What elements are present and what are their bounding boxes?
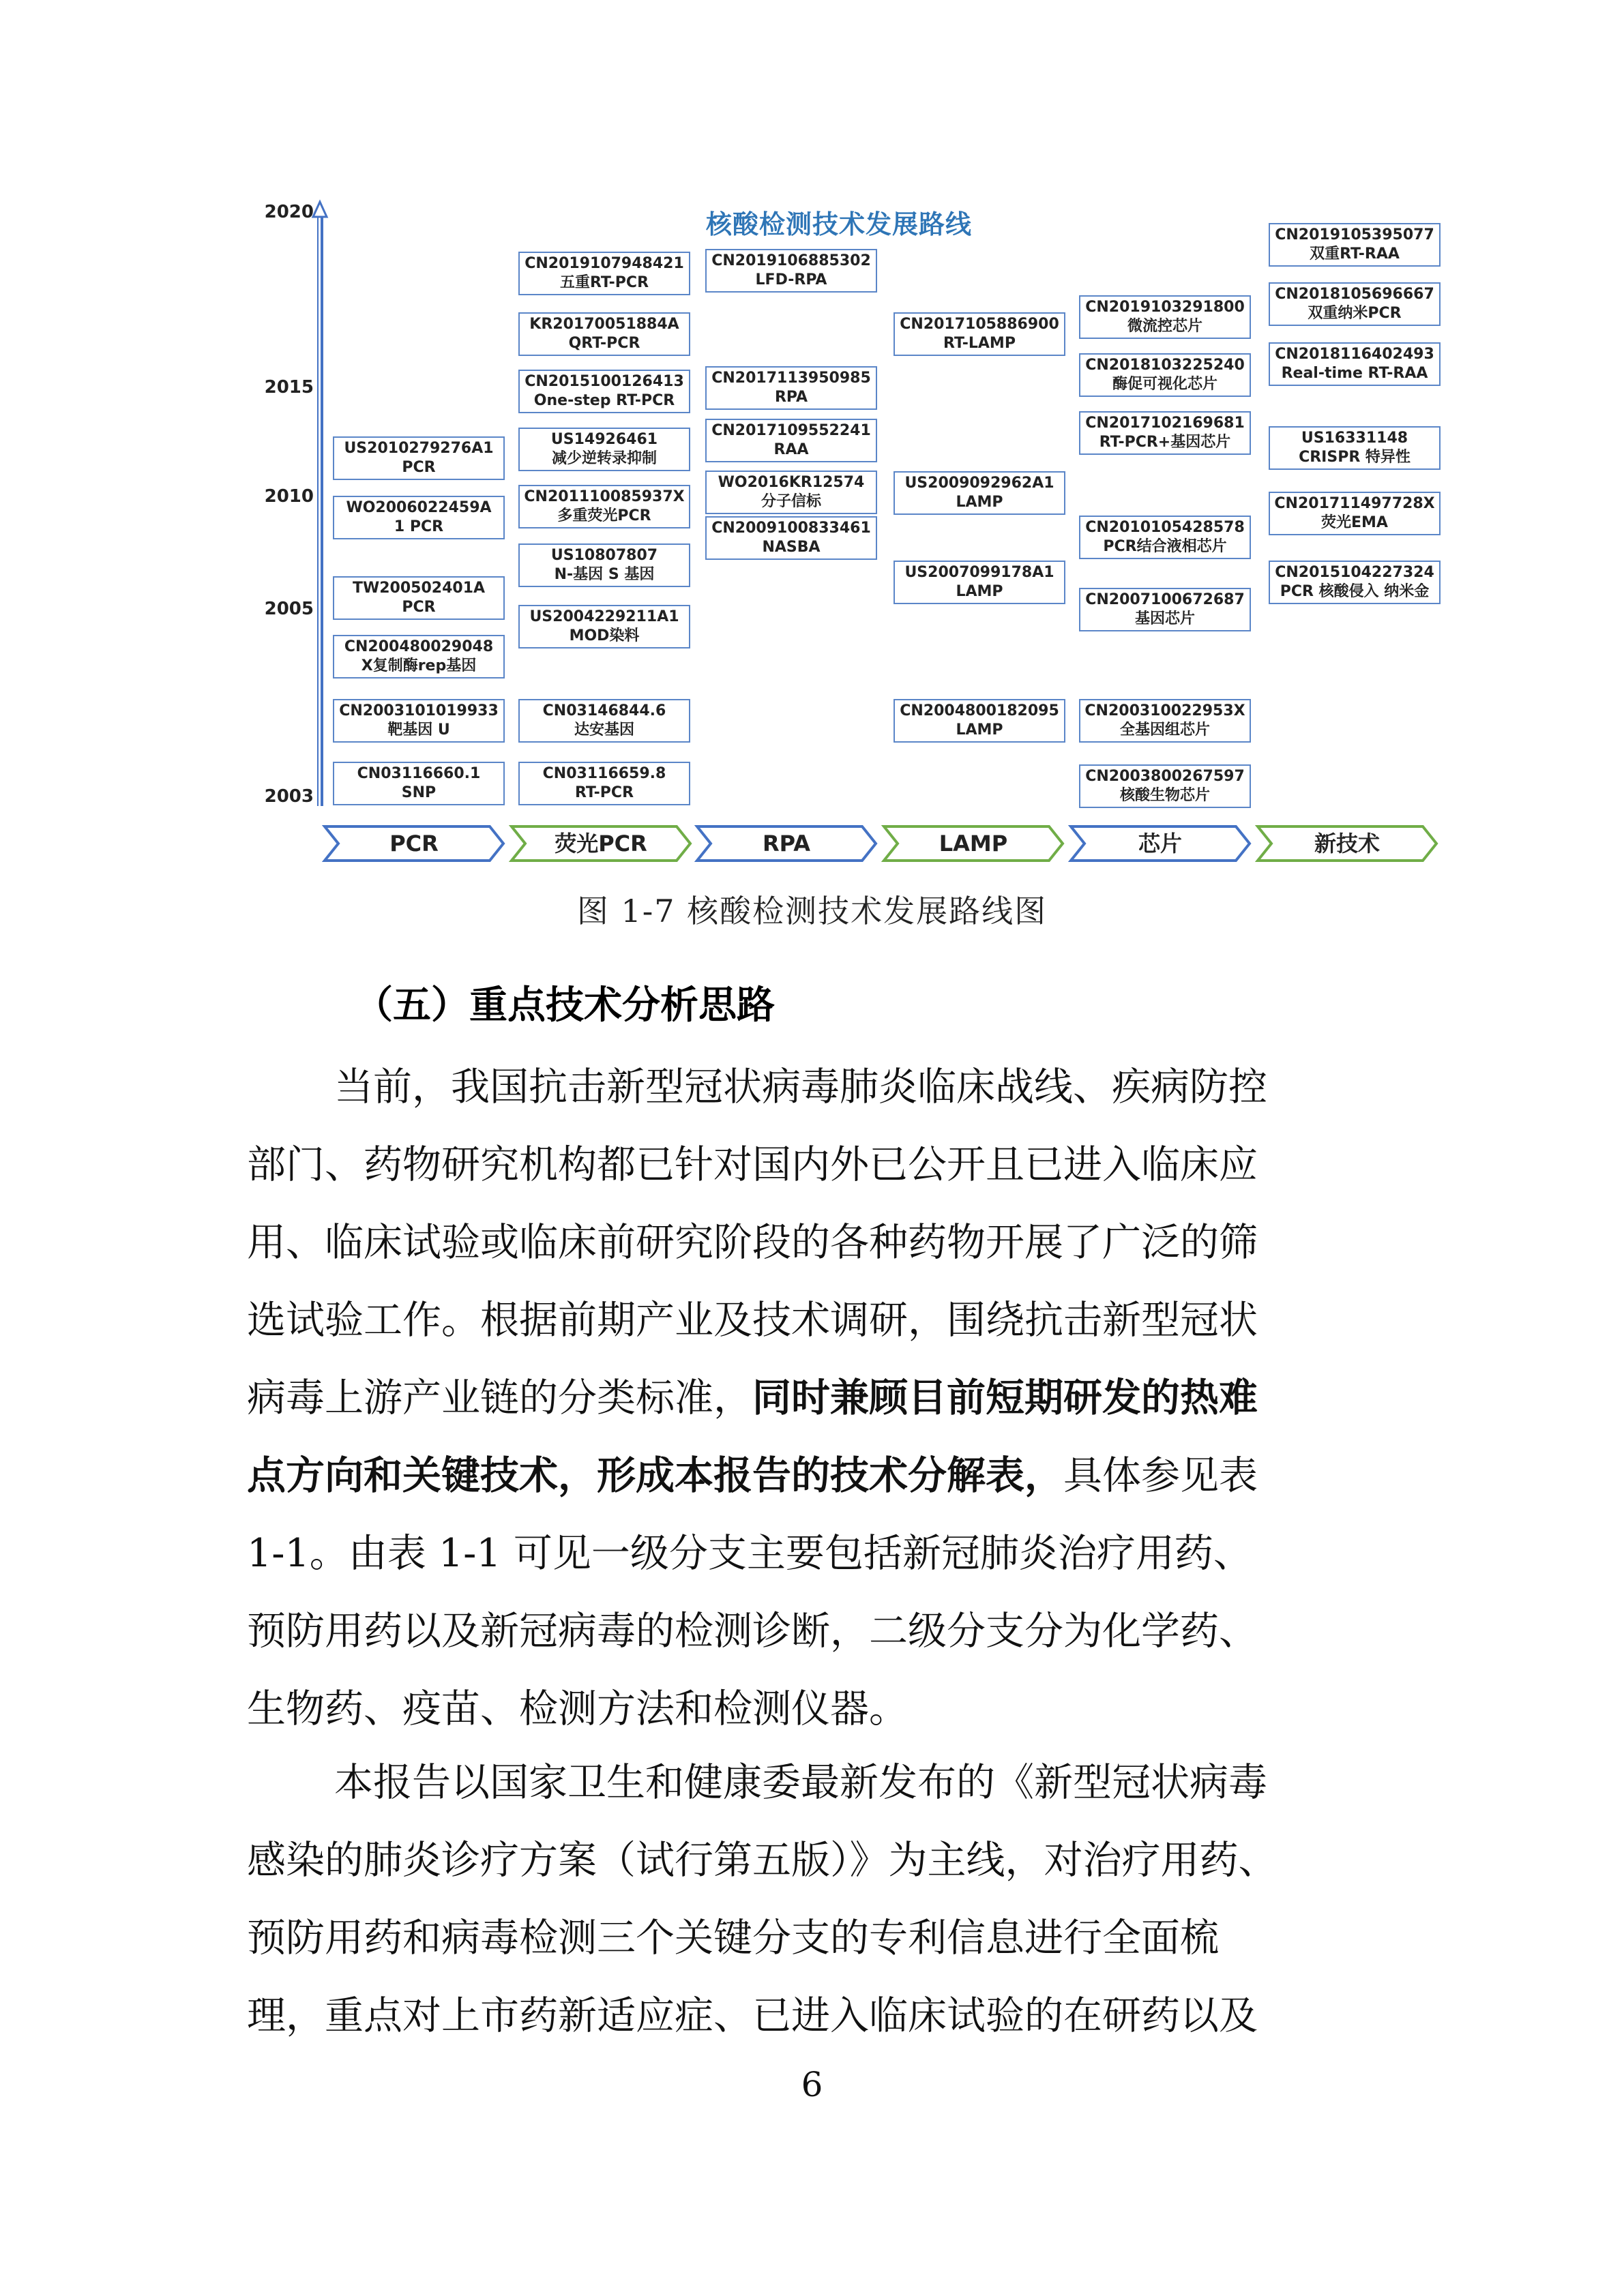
patent-number: CN2017113950985 bbox=[711, 370, 871, 387]
page-number: 6 bbox=[801, 2065, 823, 2104]
patent-technology: 双重纳米PCR bbox=[1308, 305, 1402, 322]
patent-box bbox=[518, 252, 690, 295]
paragraph-line bbox=[334, 1056, 1267, 1112]
paragraph-line bbox=[247, 1133, 1258, 1189]
patent-box bbox=[333, 762, 505, 805]
patent-technology: PCR结合液相芯片 bbox=[1103, 538, 1227, 555]
patent-technology: 减少逆转录抑制 bbox=[551, 450, 657, 467]
year-2003: 2003 bbox=[264, 786, 314, 807]
patent-number: CN2017109552241 bbox=[711, 422, 871, 439]
patent-number: US2007099178A1 bbox=[904, 564, 1054, 581]
category-label: LAMP bbox=[939, 831, 1008, 856]
patent-technology: SNP bbox=[401, 784, 437, 801]
patent-technology: 靶基因 U bbox=[387, 721, 450, 739]
patent-technology: RPA bbox=[774, 389, 808, 406]
patent-box bbox=[1269, 223, 1441, 267]
patent-number: CN2017102169681 bbox=[1085, 415, 1245, 432]
paragraph-line bbox=[247, 1829, 1278, 1885]
patent-technology: 微流控芯片 bbox=[1127, 318, 1202, 335]
patent-number: CN2018103225240 bbox=[1085, 357, 1245, 374]
text-run: 预防用药和病毒检测三个关键分支的专利信息进行全面梳 bbox=[247, 1915, 1219, 1960]
patent-number: CN2004800182095 bbox=[900, 702, 1059, 719]
patent-number: CN2019106885302 bbox=[711, 252, 871, 269]
patent-number: CN201711497728X bbox=[1274, 495, 1435, 512]
patent-number: US2010279276A1 bbox=[344, 440, 494, 457]
patent-technology: PCR 核酸侵入 纳米金 bbox=[1280, 583, 1430, 600]
patent-technology: PCR bbox=[402, 459, 436, 476]
patent-number: US2004229211A1 bbox=[529, 608, 679, 625]
year-2015: 2015 bbox=[264, 377, 314, 398]
patent-technology: 五重RT-PCR bbox=[559, 274, 649, 291]
patent-box bbox=[1079, 699, 1251, 743]
bold-text: 同时兼顾目前短期研发的热难 bbox=[752, 1375, 1258, 1420]
year-2020: 2020 bbox=[264, 202, 314, 222]
patent-technology: N-基因 S 基因 bbox=[554, 566, 655, 583]
category-label: RPA bbox=[763, 831, 810, 856]
patent-box bbox=[518, 762, 690, 805]
patent-number: CN03146844.6 bbox=[542, 702, 666, 719]
patent-technology: NASBA bbox=[762, 539, 821, 556]
patent-number: CN03116660.1 bbox=[357, 765, 481, 782]
category-label: 芯片 bbox=[1138, 831, 1182, 856]
patent-number: WO2006022459A bbox=[346, 499, 492, 516]
patent-box bbox=[518, 312, 690, 356]
patent-technology: PCR bbox=[402, 599, 436, 616]
patent-technology: 多重荧光PCR bbox=[557, 507, 651, 524]
patent-box bbox=[1269, 492, 1441, 535]
patent-technology: 荧光EMA bbox=[1321, 514, 1388, 531]
patent-box bbox=[705, 516, 877, 560]
patent-number: US2009092962A1 bbox=[904, 475, 1054, 492]
patent-box bbox=[1079, 411, 1251, 455]
patent-box bbox=[1269, 342, 1441, 386]
year-2005: 2005 bbox=[264, 599, 314, 619]
text-run: 用、临床试验或临床前研究阶段的各种药物开展了广泛的筛 bbox=[247, 1220, 1258, 1265]
patent-technology: RT-LAMP bbox=[943, 335, 1016, 352]
patent-number: CN2003101019933 bbox=[339, 702, 499, 719]
paragraph-line bbox=[334, 1751, 1267, 1807]
patent-box bbox=[705, 471, 877, 514]
text-run: 预防用药以及新冠病毒的检测诊断，二级分支分为化学药、 bbox=[247, 1609, 1258, 1654]
patent-box bbox=[1079, 353, 1251, 397]
patent-box bbox=[333, 699, 505, 743]
text-run: 本报告以国家卫生和健康委最新发布的《新型冠状病毒 bbox=[334, 1760, 1267, 1805]
category-label: 荧光PCR bbox=[555, 831, 647, 856]
paragraph-line bbox=[247, 1444, 1258, 1500]
patent-technology: LAMP bbox=[956, 721, 1003, 739]
patent-box bbox=[1079, 764, 1251, 808]
patent-box bbox=[705, 249, 877, 293]
patent-number: WO2016KR12574 bbox=[718, 474, 865, 491]
text-run: 生物药、疫苗、检测方法和检测仪器。 bbox=[247, 1686, 908, 1731]
text-run: 病毒上游产业链的分类标准， bbox=[247, 1375, 752, 1420]
patent-box bbox=[1269, 282, 1441, 326]
patent-technology: RT-PCR bbox=[574, 784, 634, 801]
patent-number: CN2019105395077 bbox=[1275, 226, 1434, 243]
patent-technology: LAMP bbox=[956, 494, 1003, 511]
year-2010: 2010 bbox=[264, 486, 314, 507]
patent-number: CN2007100672687 bbox=[1085, 591, 1245, 608]
paragraph-line bbox=[247, 1367, 1258, 1422]
patent-technology: LFD-RPA bbox=[755, 271, 827, 288]
bold-text: 点方向和关键技术，形成本报告的技术分解表， bbox=[247, 1452, 1063, 1498]
text-run: 感染的肺炎诊疗方案（试行第五版）》为主线，对治疗用药、 bbox=[247, 1838, 1278, 1883]
patent-box bbox=[1079, 516, 1251, 559]
patent-technology: 核酸生物芯片 bbox=[1119, 787, 1210, 804]
patent-technology: 双重RT-RAA bbox=[1310, 245, 1400, 263]
patent-technology: 酶促可视化芯片 bbox=[1112, 376, 1217, 393]
patent-number: CN2018116402493 bbox=[1275, 346, 1434, 363]
patent-technology: 分子信标 bbox=[761, 493, 821, 510]
paragraph-line bbox=[247, 1289, 1258, 1345]
patent-number: CN2019103291800 bbox=[1085, 299, 1245, 316]
text-run: 选试验工作。根据前期产业及技术调研，围绕抗击新型冠状 bbox=[247, 1298, 1258, 1343]
patent-box bbox=[518, 543, 690, 587]
text-run: 理，重点对上市药新适应症、已进入临床试验的在研药以及 bbox=[247, 1993, 1258, 2038]
patent-number: CN2015104227324 bbox=[1275, 564, 1434, 581]
patent-number: TW200502401A bbox=[352, 580, 486, 597]
patent-box bbox=[518, 370, 690, 413]
patent-number: CN03116659.8 bbox=[542, 765, 666, 782]
patent-technology: RAA bbox=[773, 441, 809, 458]
paragraph-line bbox=[247, 1678, 908, 1733]
patent-number: CN2018105696667 bbox=[1275, 286, 1434, 303]
patent-number: CN2003800267597 bbox=[1085, 768, 1245, 785]
patent-technology: RT-PCR+基因芯片 bbox=[1099, 434, 1231, 451]
text-run: 具体参见表 bbox=[1063, 1453, 1258, 1498]
figure-caption: 图 1-7 核酸检测技术发展路线图 bbox=[576, 893, 1048, 929]
paragraph-line bbox=[247, 1600, 1258, 1656]
text-run: 部门、药物研究机构都已针对国内外已公开且已进入临床应 bbox=[247, 1142, 1258, 1187]
patent-box bbox=[518, 699, 690, 743]
patent-number: CN2015100126413 bbox=[525, 373, 684, 390]
patent-technology: 达安基因 bbox=[574, 721, 634, 739]
paragraph-line bbox=[247, 1907, 1219, 1963]
category-label: PCR bbox=[389, 831, 439, 856]
patent-technology: X复制酶rep基因 bbox=[361, 657, 477, 674]
patent-number: CN2010105428578 bbox=[1085, 519, 1245, 536]
patent-number: US14926461 bbox=[550, 431, 658, 448]
patent-number: KR20170051884A bbox=[529, 316, 679, 333]
patent-box bbox=[333, 576, 505, 620]
patent-number: CN2019107948421 bbox=[525, 255, 684, 272]
patent-technology: 全基因组芯片 bbox=[1119, 721, 1210, 739]
text-run: 当前，我国抗击新型冠状病毒肺炎临床战线、疾病防控 bbox=[334, 1064, 1267, 1109]
patent-technology: MOD染料 bbox=[569, 627, 640, 644]
patent-box bbox=[705, 419, 877, 462]
patent-number: CN201110085937X bbox=[524, 488, 685, 505]
patent-number: US10807807 bbox=[550, 547, 658, 564]
patent-number: CN200310022953X bbox=[1084, 702, 1245, 719]
patent-technology: 基因芯片 bbox=[1134, 610, 1195, 627]
patent-technology: One-step RT-PCR bbox=[533, 392, 675, 409]
patent-number: US16331148 bbox=[1301, 430, 1408, 447]
patent-box bbox=[1079, 588, 1251, 631]
patent-number: CN2017105886900 bbox=[900, 316, 1059, 333]
patent-box bbox=[1269, 561, 1441, 604]
patent-box bbox=[894, 312, 1065, 356]
patent-box bbox=[894, 561, 1065, 604]
roadmap-figure bbox=[0, 0, 1624, 907]
patent-technology: CRISPR 特异性 bbox=[1299, 449, 1411, 466]
patent-number: CN2009100833461 bbox=[711, 520, 871, 537]
text-run: 1-1。由表 1-1 可见一级分支主要包括新冠肺炎治疗用药、 bbox=[247, 1531, 1252, 1576]
patent-technology: LAMP bbox=[956, 583, 1003, 600]
patent-box bbox=[894, 471, 1065, 515]
patent-technology: Real-time RT-RAA bbox=[1281, 365, 1428, 382]
patent-box bbox=[705, 366, 877, 410]
patent-technology: QRT-PCR bbox=[568, 335, 640, 352]
patent-box bbox=[518, 605, 690, 648]
patent-box bbox=[1079, 295, 1251, 339]
patent-box bbox=[333, 496, 505, 539]
paragraph-line bbox=[247, 1522, 1252, 1578]
patent-box bbox=[1269, 426, 1441, 470]
category-label: 新技术 bbox=[1314, 831, 1380, 856]
paragraph-line bbox=[247, 1984, 1258, 2040]
patent-technology: 1 PCR bbox=[394, 518, 444, 535]
patent-box bbox=[518, 428, 690, 471]
patent-box bbox=[333, 635, 505, 679]
chart-title: 核酸检测技术发展路线 bbox=[706, 209, 973, 239]
patent-box bbox=[518, 485, 690, 528]
patent-box bbox=[894, 699, 1065, 743]
patent-box bbox=[333, 436, 505, 480]
patent-number: CN200480029048 bbox=[344, 638, 494, 655]
section-heading: （五）重点技术分析思路 bbox=[355, 983, 775, 1028]
paragraph-line bbox=[247, 1211, 1258, 1267]
